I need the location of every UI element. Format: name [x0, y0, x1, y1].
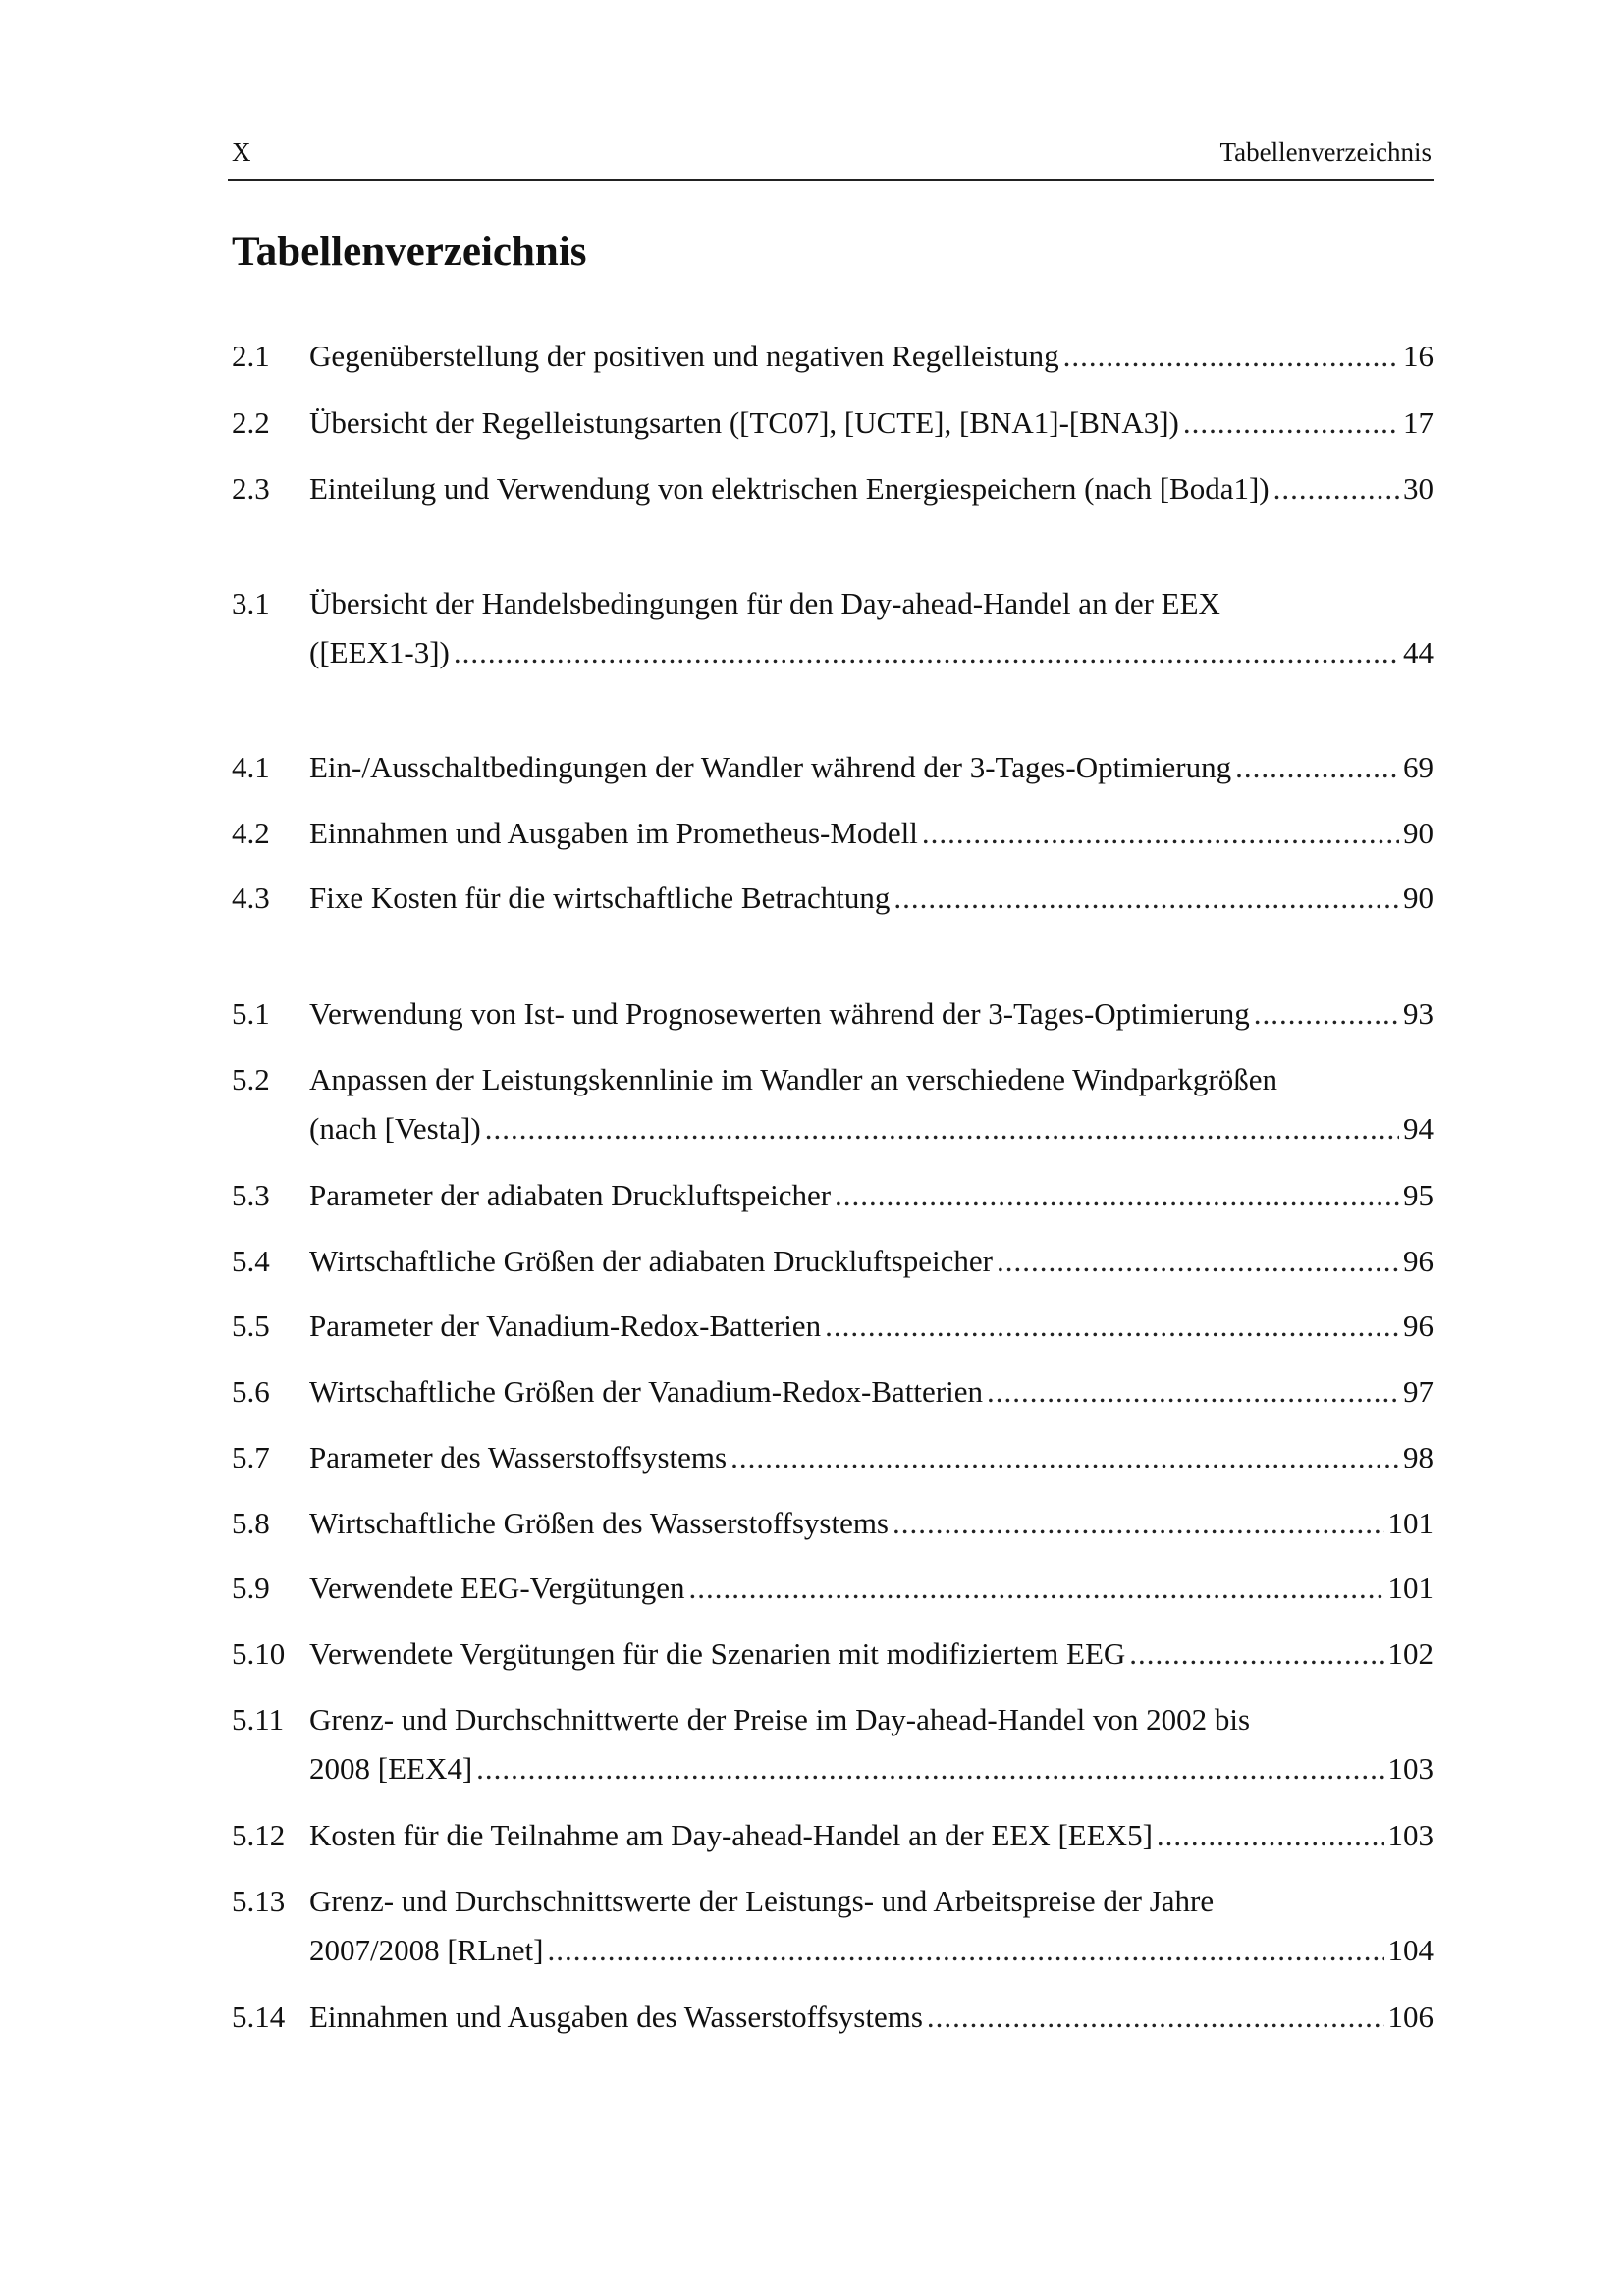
entry-body — [309, 989, 1434, 1039]
entry-page-number: 96 — [1403, 1308, 1434, 1343]
entry-last-line — [309, 1993, 1434, 2042]
entry-body — [309, 579, 1434, 677]
dot-leader — [1063, 332, 1399, 381]
entry-page-number: 44 — [1403, 635, 1434, 669]
toc-entry[interactable] — [232, 743, 1434, 792]
dot-leader — [1273, 464, 1399, 513]
entry-page-number: 104 — [1387, 1933, 1434, 1967]
entry-page-number: 17 — [1403, 405, 1434, 440]
entry-last-line — [309, 743, 1434, 792]
entry-last-line — [309, 1744, 1434, 1793]
entry-page-number: 93 — [1403, 996, 1434, 1031]
entry-page-number: 97 — [1403, 1374, 1434, 1409]
entry-last-line — [309, 1926, 1434, 1975]
entry-page-number: 90 — [1403, 816, 1434, 850]
entry-body — [309, 1877, 1434, 1975]
entry-body — [309, 1811, 1434, 1860]
entry-page-number: 96 — [1403, 1244, 1434, 1278]
entry-last-line — [309, 1367, 1434, 1416]
entry-last-line — [309, 399, 1434, 448]
toc-entry[interactable] — [232, 1499, 1434, 1548]
entry-last-line — [309, 1433, 1434, 1482]
entry-title: Verwendung von Ist- und Prognosewerten während der 3-Tages-Optimierung — [309, 996, 1250, 1031]
entry-title: Kosten für die Teilnahme am Day-ahead-Handel an der EEX [EEX5] — [309, 1818, 1153, 1852]
entry-body — [309, 1993, 1434, 2042]
entry-number: 5.14 — [232, 2000, 286, 2034]
running-header — [228, 137, 1434, 181]
toc-entry[interactable] — [232, 989, 1434, 1039]
toc-entry[interactable] — [232, 464, 1434, 513]
dot-leader — [927, 1993, 1384, 2042]
entry-title: Wirtschaftliche Größen der adiabaten Druckluftspeicher — [309, 1244, 993, 1278]
entry-body — [309, 874, 1434, 923]
toc-entry[interactable] — [232, 1629, 1434, 1679]
entry-page-number: 69 — [1403, 750, 1434, 784]
dot-leader — [1183, 399, 1399, 448]
entry-body — [309, 1564, 1434, 1613]
entry-number: 3.1 — [232, 586, 270, 620]
toc-entry[interactable] — [232, 1877, 1434, 1975]
entry-title: Einteilung und Verwendung von elektrischen Energiespeichern (nach [Boda1]) — [309, 471, 1270, 506]
toc-entry[interactable] — [232, 579, 1434, 677]
entry-title-line: Grenz- und Durchschnittwerte der Preise im Day-ahead-Handel von 2002 bis — [309, 1702, 1251, 1736]
entry-title: 2008 [EEX4] — [309, 1751, 473, 1786]
entry-body — [309, 1433, 1434, 1482]
entry-page-number: 30 — [1403, 471, 1434, 506]
entry-page-number: 98 — [1403, 1440, 1434, 1474]
entry-page-number: 101 — [1387, 1571, 1434, 1605]
toc-entry[interactable] — [232, 1433, 1434, 1482]
entry-number: 5.3 — [232, 1178, 270, 1212]
entry-number: 5.9 — [232, 1571, 270, 1605]
entry-title-line: Grenz- und Durchschnittswerte der Leistungs- und Arbeitspreise der Jahre — [309, 1884, 1215, 1918]
entry-body — [309, 1302, 1434, 1351]
entry-title: Verwendete Vergütungen für die Szenarien mit modifiziertem EEG — [309, 1636, 1126, 1671]
toc-entry[interactable] — [232, 1993, 1434, 2042]
entry-number: 2.1 — [232, 339, 270, 373]
entry-last-line — [309, 464, 1434, 513]
entry-title: Übersicht der Regelleistungsarten ([TC07], [UCTE], [BNA1]-[BNA3]) — [309, 405, 1179, 440]
dot-leader — [825, 1302, 1399, 1351]
entry-page-number: 101 — [1387, 1506, 1434, 1540]
entry-last-line — [309, 989, 1434, 1039]
dot-leader — [1254, 989, 1399, 1039]
entry-number: 5.2 — [232, 1062, 270, 1096]
entry-last-line — [309, 1564, 1434, 1613]
toc-entry[interactable] — [232, 332, 1434, 381]
toc-entry[interactable] — [232, 809, 1434, 858]
toc-entry[interactable] — [232, 1302, 1434, 1351]
toc-entry[interactable] — [232, 399, 1434, 448]
entry-title: Ein-/Ausschaltbedingungen der Wandler während der 3-Tages-Optimierung — [309, 750, 1232, 784]
entry-body — [309, 332, 1434, 381]
dot-leader — [689, 1564, 1384, 1613]
entry-last-line — [309, 1237, 1434, 1286]
entry-page-number: 90 — [1403, 881, 1434, 915]
entry-last-line — [309, 332, 1434, 381]
entry-number: 5.13 — [232, 1884, 286, 1918]
entry-number: 5.10 — [232, 1636, 286, 1671]
entry-last-line — [309, 1499, 1434, 1548]
entry-page-number: 95 — [1403, 1178, 1434, 1212]
dot-leader — [987, 1367, 1399, 1416]
entry-title: Gegenüberstellung der positiven und negativen Regelleistung — [309, 339, 1059, 373]
dot-leader — [548, 1926, 1384, 1975]
toc-entry[interactable] — [232, 1564, 1434, 1613]
entry-last-line — [309, 1104, 1434, 1153]
page-title: Tabellenverzeichnis — [232, 229, 587, 275]
entry-title: Parameter der Vanadium-Redox-Batterien — [309, 1308, 822, 1343]
entry-body — [309, 1237, 1434, 1286]
entry-page-number: 16 — [1403, 339, 1434, 373]
entry-title-line: Anpassen der Leistungskennlinie im Wandler an verschiedene Windparkgrößen — [309, 1062, 1277, 1096]
entry-title: ([EEX1-3]) — [309, 635, 450, 669]
entry-page-number: 94 — [1403, 1111, 1434, 1146]
entry-title: Wirtschaftliche Größen der Vanadium-Redox-Batterien — [309, 1374, 983, 1409]
entry-number: 5.11 — [232, 1702, 285, 1736]
dot-leader — [997, 1237, 1399, 1286]
dot-leader — [476, 1744, 1383, 1793]
entry-title: Parameter des Wasserstoffsystems — [309, 1440, 728, 1474]
dot-leader — [835, 1171, 1399, 1220]
entry-number: 4.1 — [232, 750, 270, 784]
entry-body — [309, 399, 1434, 448]
entry-last-line — [309, 874, 1434, 923]
entry-body — [309, 1499, 1434, 1548]
entry-body — [309, 743, 1434, 792]
entry-body — [309, 1055, 1434, 1153]
entry-title: Fixe Kosten für die wirtschaftliche Betrachtung — [309, 881, 891, 915]
entry-number: 5.5 — [232, 1308, 270, 1343]
dot-leader — [485, 1104, 1399, 1153]
entry-number: 5.4 — [232, 1244, 270, 1278]
entry-number: 2.3 — [232, 471, 270, 506]
dot-leader — [1129, 1629, 1383, 1679]
entry-number: 5.1 — [232, 996, 270, 1031]
toc-entry[interactable] — [232, 1695, 1434, 1793]
entry-title: Wirtschaftliche Größen des Wasserstoffsystems — [309, 1506, 889, 1540]
entry-last-line — [309, 1302, 1434, 1351]
dot-leader — [922, 809, 1399, 858]
entry-title: (nach [Vesta]) — [309, 1111, 481, 1146]
entry-body — [309, 1629, 1434, 1679]
toc-entry[interactable] — [232, 1367, 1434, 1416]
entry-last-line — [309, 1171, 1434, 1220]
entry-title: Parameter der adiabaten Druckluftspeicher — [309, 1178, 832, 1212]
entry-page-number: 103 — [1387, 1751, 1434, 1786]
dot-leader — [1235, 743, 1399, 792]
entry-last-line — [309, 1811, 1434, 1860]
entry-body — [309, 1171, 1434, 1220]
dot-leader — [730, 1433, 1399, 1482]
toc-entry[interactable] — [232, 874, 1434, 923]
page-number-roman: X — [232, 137, 251, 167]
entry-title-line: Übersicht der Handelsbedingungen für den Day-ahead-Handel an der EEX — [309, 586, 1220, 620]
running-title: Tabellenverzeichnis — [1219, 137, 1432, 167]
entry-body — [309, 464, 1434, 513]
entry-last-line — [309, 809, 1434, 858]
entry-last-line — [309, 1629, 1434, 1679]
entry-title: 2007/2008 [RLnet] — [309, 1933, 544, 1967]
entry-body — [309, 1695, 1434, 1793]
entry-number: 4.2 — [232, 816, 270, 850]
entry-number: 4.3 — [232, 881, 270, 915]
entry-number: 5.7 — [232, 1440, 270, 1474]
entry-number: 2.2 — [232, 405, 270, 440]
entry-last-line — [309, 628, 1434, 677]
entry-number: 5.12 — [232, 1818, 286, 1852]
entry-number: 5.8 — [232, 1506, 270, 1540]
dot-leader — [454, 628, 1399, 677]
toc-entry[interactable] — [232, 1811, 1434, 1860]
entry-page-number: 103 — [1387, 1818, 1434, 1852]
entry-body — [309, 809, 1434, 858]
toc-entry[interactable] — [232, 1237, 1434, 1286]
entry-title: Einnahmen und Ausgaben des Wasserstoffsystems — [309, 2000, 923, 2034]
entry-title: Einnahmen und Ausgaben im Prometheus-Modell — [309, 816, 918, 850]
entry-page-number: 106 — [1387, 2000, 1434, 2034]
entry-number: 5.6 — [232, 1374, 270, 1409]
dot-leader — [893, 1499, 1384, 1548]
dot-leader — [1157, 1811, 1384, 1860]
entry-title: Verwendete EEG-Vergütungen — [309, 1571, 685, 1605]
entry-page-number: 102 — [1387, 1636, 1434, 1671]
toc-entry[interactable] — [232, 1055, 1434, 1153]
toc-entry[interactable] — [232, 1171, 1434, 1220]
entry-body — [309, 1367, 1434, 1416]
dot-leader — [893, 874, 1399, 923]
